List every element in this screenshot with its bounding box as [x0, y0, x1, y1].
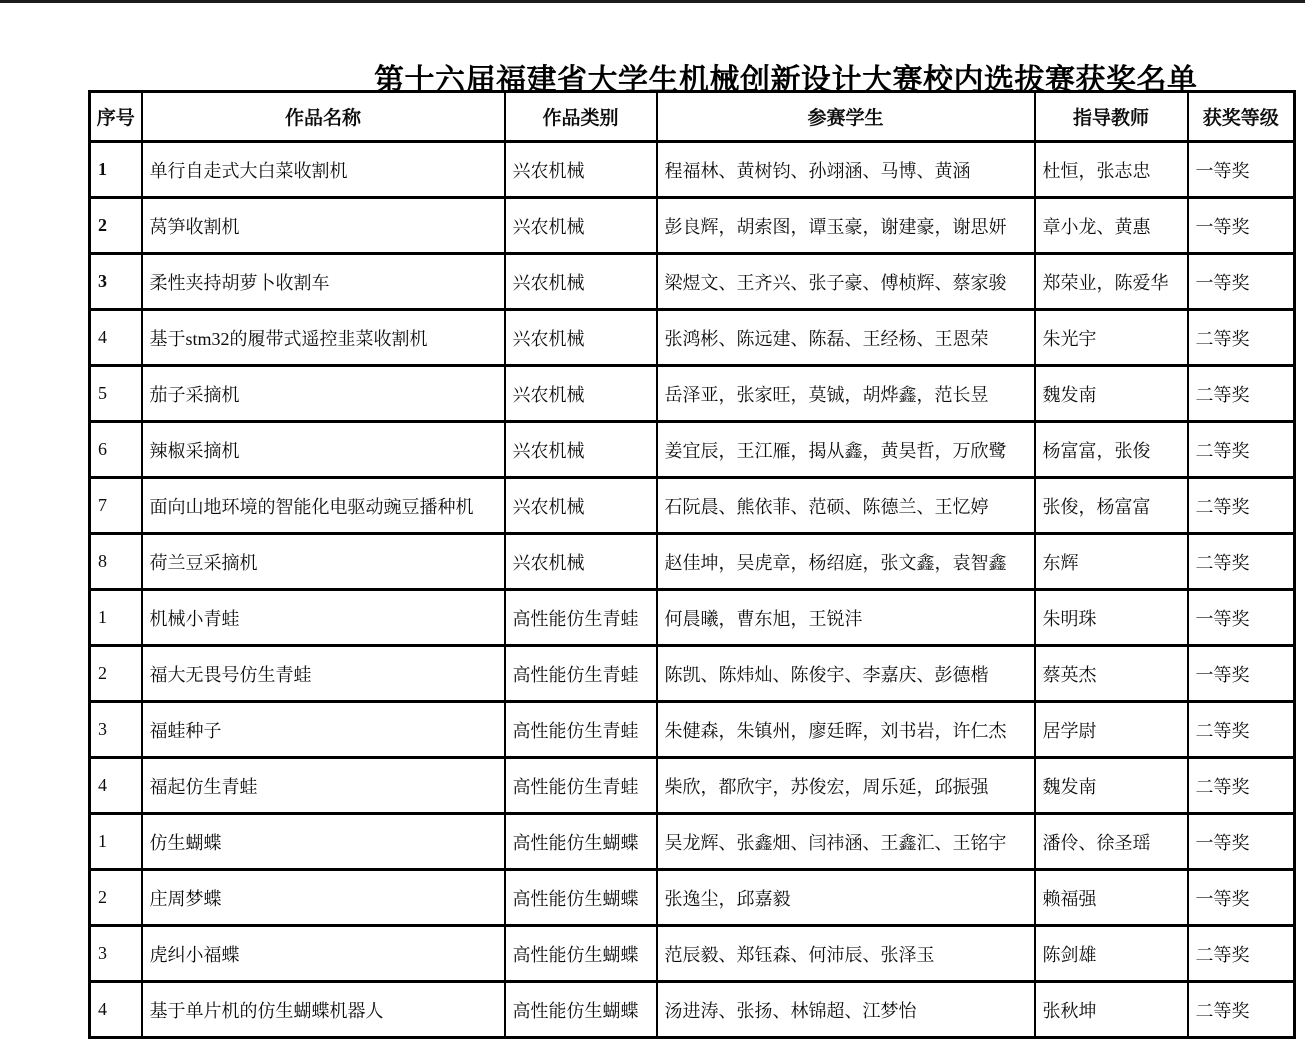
- teachers-cell: 赖福强: [1035, 870, 1188, 926]
- award-cell: 一等奖: [1188, 254, 1295, 310]
- students-cell: 石阮晨、熊依菲、范硕、陈德兰、王忆婷: [657, 478, 1035, 534]
- table-row: [90, 982, 1295, 1038]
- work-name-cell: 柔性夹持胡萝卜收割车: [142, 254, 505, 310]
- table-row: [90, 534, 1295, 590]
- teachers-cell: 郑荣业，陈爱华: [1035, 254, 1188, 310]
- table-row: [90, 142, 1295, 198]
- category-cell: 高性能仿生青蛙: [505, 646, 657, 702]
- award-cell: 一等奖: [1188, 590, 1295, 646]
- award-cell: 一等奖: [1188, 870, 1295, 926]
- header-row: [90, 92, 1295, 142]
- students-cell: 张鸿彬、陈远建、陈磊、王经杨、王恩荣: [657, 310, 1035, 366]
- students-cell: 柴欣，都欣宇，苏俊宏，周乐延，邱振强: [657, 758, 1035, 814]
- award-cell: 一等奖: [1188, 142, 1295, 198]
- work-name-cell: 莴笋收割机: [142, 198, 505, 254]
- award-cell: 二等奖: [1188, 982, 1295, 1038]
- award-cell: 一等奖: [1188, 646, 1295, 702]
- serial-cell: 4: [90, 758, 142, 814]
- serial-cell: 6: [90, 422, 142, 478]
- students-cell: 汤进涛、张扬、林锦超、江梦怡: [657, 982, 1035, 1038]
- table-row: [90, 422, 1295, 478]
- teachers-cell: 朱明珠: [1035, 590, 1188, 646]
- work-name-cell: 荷兰豆采摘机: [142, 534, 505, 590]
- awards-table: [88, 90, 1296, 1039]
- work-name-cell: 庄周梦蝶: [142, 870, 505, 926]
- category-cell: 兴农机械: [505, 478, 657, 534]
- serial-cell: 2: [90, 646, 142, 702]
- table-row: [90, 198, 1295, 254]
- serial-cell: 1: [90, 590, 142, 646]
- category-cell: 高性能仿生蝴蝶: [505, 870, 657, 926]
- category-cell: 兴农机械: [505, 422, 657, 478]
- table-header: [90, 92, 1295, 142]
- header-col-teachers: 指导教师: [1035, 92, 1188, 142]
- serial-cell: 3: [90, 254, 142, 310]
- teachers-cell: 杜恒，张志忠: [1035, 142, 1188, 198]
- work-name-cell: 仿生蝴蝶: [142, 814, 505, 870]
- award-cell: 二等奖: [1188, 422, 1295, 478]
- category-cell: 高性能仿生蝴蝶: [505, 926, 657, 982]
- students-cell: 程福林、黄树钧、孙翊涵、马博、黄涵: [657, 142, 1035, 198]
- teachers-cell: 魏发南: [1035, 366, 1188, 422]
- teachers-cell: 章小龙、黄惠: [1035, 198, 1188, 254]
- table-row: [90, 814, 1295, 870]
- work-name-cell: 基于单片机的仿生蝴蝶机器人: [142, 982, 505, 1038]
- category-cell: 高性能仿生青蛙: [505, 758, 657, 814]
- work-name-cell: 单行自走式大白菜收割机: [142, 142, 505, 198]
- work-name-cell: 基于stm32的履带式遥控韭菜收割机: [142, 310, 505, 366]
- serial-cell: 3: [90, 926, 142, 982]
- header-col-award: 获奖等级: [1188, 92, 1295, 142]
- teachers-cell: 张秋坤: [1035, 982, 1188, 1038]
- teachers-cell: 陈剑雄: [1035, 926, 1188, 982]
- category-cell: 兴农机械: [505, 142, 657, 198]
- serial-cell: 3: [90, 702, 142, 758]
- students-cell: 吴龙辉、张鑫畑、闫祎涵、王鑫汇、王铭宇: [657, 814, 1035, 870]
- teachers-cell: 朱光宇: [1035, 310, 1188, 366]
- award-cell: 二等奖: [1188, 758, 1295, 814]
- table-row: [90, 310, 1295, 366]
- table-row: [90, 366, 1295, 422]
- header-col-serial: 序号: [90, 92, 142, 142]
- category-cell: 兴农机械: [505, 310, 657, 366]
- teachers-cell: 魏发南: [1035, 758, 1188, 814]
- award-cell: 一等奖: [1188, 198, 1295, 254]
- category-cell: 高性能仿生蝴蝶: [505, 982, 657, 1038]
- document-title: 第十六届福建省大学生机械创新设计大赛校内选拔赛获奖名单: [374, 64, 1198, 97]
- category-cell: 兴农机械: [505, 534, 657, 590]
- award-cell: 一等奖: [1188, 814, 1295, 870]
- header-col-students: 参赛学生: [657, 92, 1035, 142]
- students-cell: 姜宜辰，王江雁，揭从鑫，黄昊哲，万欣鹭: [657, 422, 1035, 478]
- header-col-category: 作品类别: [505, 92, 657, 142]
- category-cell: 高性能仿生青蛙: [505, 702, 657, 758]
- teachers-cell: 东辉: [1035, 534, 1188, 590]
- students-cell: 梁煜文、王齐兴、张子豪、傅桢辉、蔡家骏: [657, 254, 1035, 310]
- category-cell: 兴农机械: [505, 198, 657, 254]
- award-cell: 二等奖: [1188, 310, 1295, 366]
- category-cell: 高性能仿生青蛙: [505, 590, 657, 646]
- students-cell: 岳泽亚，张家旺，莫铖，胡烨鑫，范长昱: [657, 366, 1035, 422]
- serial-cell: 4: [90, 982, 142, 1038]
- table-row: [90, 926, 1295, 982]
- students-cell: 范辰毅、郑钰森、何沛辰、张泽玉: [657, 926, 1035, 982]
- students-cell: 朱健森，朱镇州，廖廷晖，刘书岩，许仁杰: [657, 702, 1035, 758]
- table-row: [90, 870, 1295, 926]
- serial-cell: 4: [90, 310, 142, 366]
- category-cell: 兴农机械: [505, 366, 657, 422]
- serial-cell: 1: [90, 142, 142, 198]
- teachers-cell: 杨富富，张俊: [1035, 422, 1188, 478]
- work-name-cell: 茄子采摘机: [142, 366, 505, 422]
- award-cell: 二等奖: [1188, 478, 1295, 534]
- serial-cell: 7: [90, 478, 142, 534]
- teachers-cell: 张俊，杨富富: [1035, 478, 1188, 534]
- students-cell: 彭良辉，胡索图，谭玉豪，谢建豪，谢思妍: [657, 198, 1035, 254]
- students-cell: 赵佳坤，吴虎章，杨绍庭，张文鑫，袁智鑫: [657, 534, 1035, 590]
- table-row: [90, 702, 1295, 758]
- serial-cell: 2: [90, 198, 142, 254]
- header-col-work-name: 作品名称: [142, 92, 505, 142]
- table-row: [90, 646, 1295, 702]
- serial-cell: 2: [90, 870, 142, 926]
- award-cell: 二等奖: [1188, 702, 1295, 758]
- teachers-cell: 居学尉: [1035, 702, 1188, 758]
- table-row: [90, 254, 1295, 310]
- work-name-cell: 福蛙种子: [142, 702, 505, 758]
- page-top-border: [0, 0, 1305, 3]
- teachers-cell: 潘伶、徐圣瑶: [1035, 814, 1188, 870]
- work-name-cell: 福大无畏号仿生青蛙: [142, 646, 505, 702]
- work-name-cell: 面向山地环境的智能化电驱动豌豆播种机: [142, 478, 505, 534]
- award-cell: 二等奖: [1188, 534, 1295, 590]
- work-name-cell: 虎纠小福蝶: [142, 926, 505, 982]
- work-name-cell: 辣椒采摘机: [142, 422, 505, 478]
- table-row: [90, 590, 1295, 646]
- work-name-cell: 福起仿生青蛙: [142, 758, 505, 814]
- teachers-cell: 蔡英杰: [1035, 646, 1188, 702]
- serial-cell: 8: [90, 534, 142, 590]
- table-row: [90, 758, 1295, 814]
- table-body: [90, 142, 1295, 1038]
- serial-cell: 5: [90, 366, 142, 422]
- category-cell: 高性能仿生蝴蝶: [505, 814, 657, 870]
- award-cell: 二等奖: [1188, 366, 1295, 422]
- students-cell: 何晨曦，曹东旭，王锐沣: [657, 590, 1035, 646]
- work-name-cell: 机械小青蛙: [142, 590, 505, 646]
- students-cell: 陈凯、陈炜灿、陈俊宇、李嘉庆、彭德楷: [657, 646, 1035, 702]
- award-cell: 二等奖: [1188, 926, 1295, 982]
- table-row: [90, 478, 1295, 534]
- category-cell: 兴农机械: [505, 254, 657, 310]
- students-cell: 张逸尘，邱嘉毅: [657, 870, 1035, 926]
- serial-cell: 1: [90, 814, 142, 870]
